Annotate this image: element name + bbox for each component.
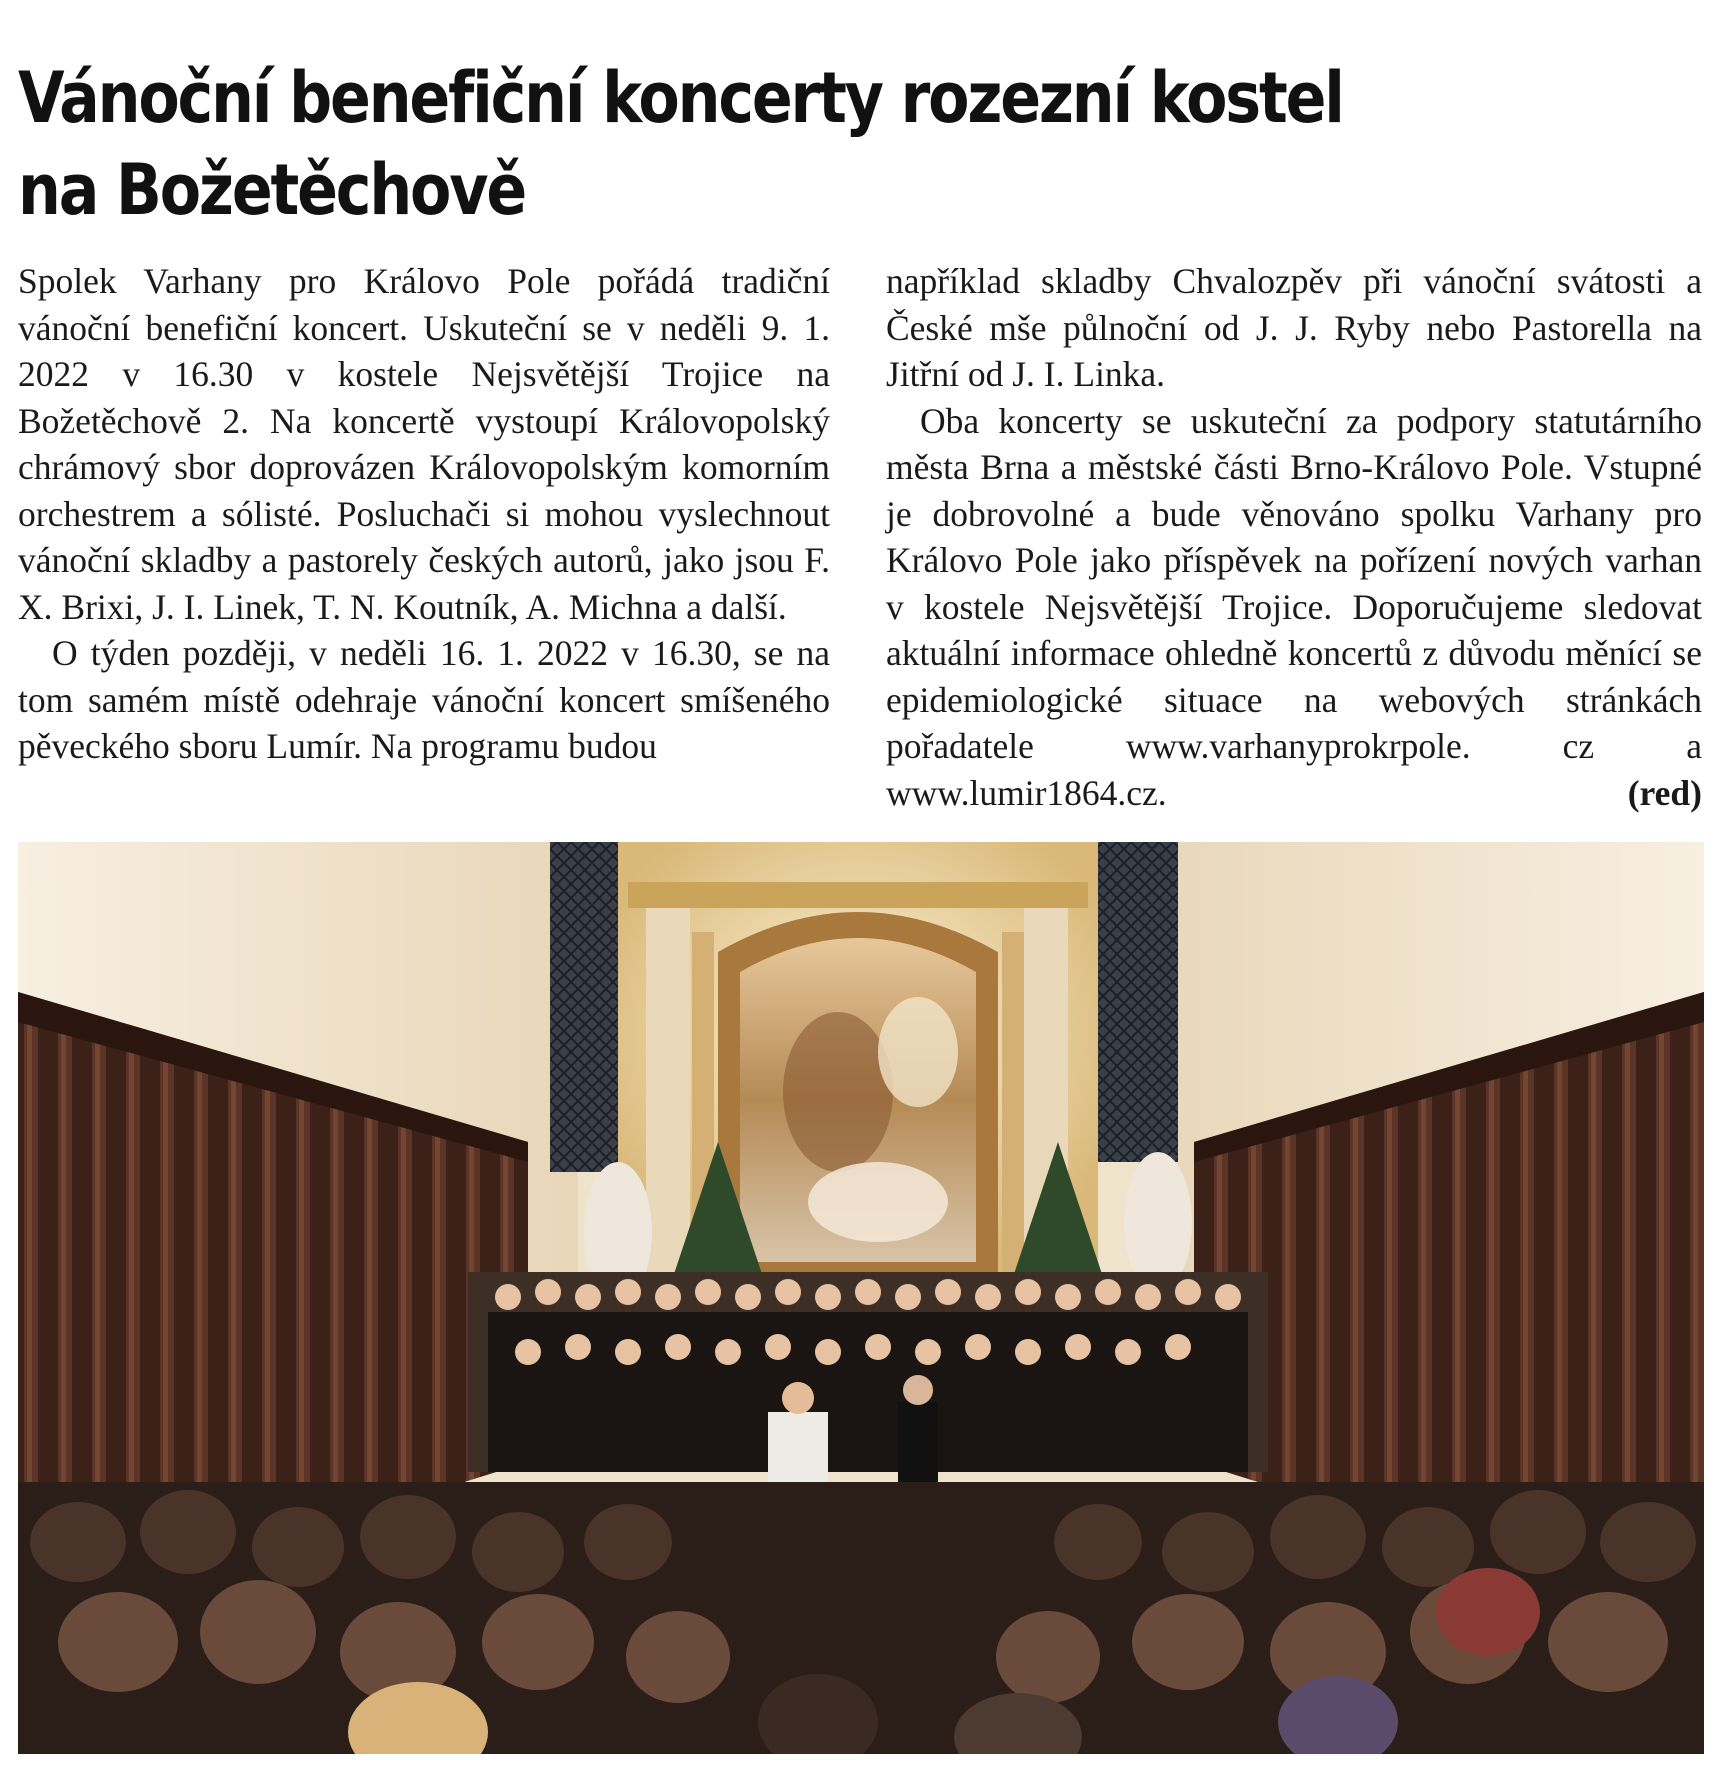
article-column-left (18, 258, 830, 770)
concert-photo (18, 842, 1704, 1754)
paragraph: Spolek Varhany pro Královo Pole pořádá tradiční vánoční benefiční koncert. Uskuteční se v neděli 9. 1. 2022 v 16.30 v kostele Nejsvětější Trojice na Božetěchově 2. Na koncertě vystoupí Královopolský chrámový sbor doprovázen Královopolským komorním orchestrem a sólisté. Posluchači si mohou vyslechnout vánoční skladby a pastorely českých autorů, jako jsou F. X. Brixi, J. I. Linek, T. N. Koutník, A. Michna a další. (18, 261, 830, 627)
church-concert-illustration (18, 842, 1704, 1754)
paragraph: například skladby Chvalozpěv při vánoční svátosti a České mše půlnoční od J. J. Ryby nebo Pastorella na Jitřní od J. I. Linka. (886, 261, 1702, 394)
headline-line-1: Vánoční benefiční koncerty rozezní kostel (18, 57, 1343, 139)
author-signature: (red) (1627, 772, 1702, 813)
article-headline (18, 52, 1471, 236)
headline-line-2: na Božetěchově (18, 149, 526, 231)
paragraph (886, 398, 1702, 817)
article-column-right (886, 258, 1702, 816)
paragraph: O týden později, v neděli 16. 1. 2022 v 16.30, se na tom samém místě odehraje vánoční koncert smíšeného pěveckého sboru Lumír. Na programu budou (18, 633, 830, 766)
paragraph-text: Oba koncerty se uskuteční za podpory statutárního města Brna a městské části Brno-Královo Pole. Vstupné je dobrovolné a bude věnováno spolku Varhany pro Královo Pole jako příspěvek na pořízení nových varhan v kostele Nejsvětější Trojice. Doporučujeme sledovat aktuální informace ohledně koncertů z důvodu měnící se epidemiologické situace na webových stránkách pořadatele www.varhanyprokrpole. cz a www.lumir1864.cz. (886, 400, 1702, 813)
